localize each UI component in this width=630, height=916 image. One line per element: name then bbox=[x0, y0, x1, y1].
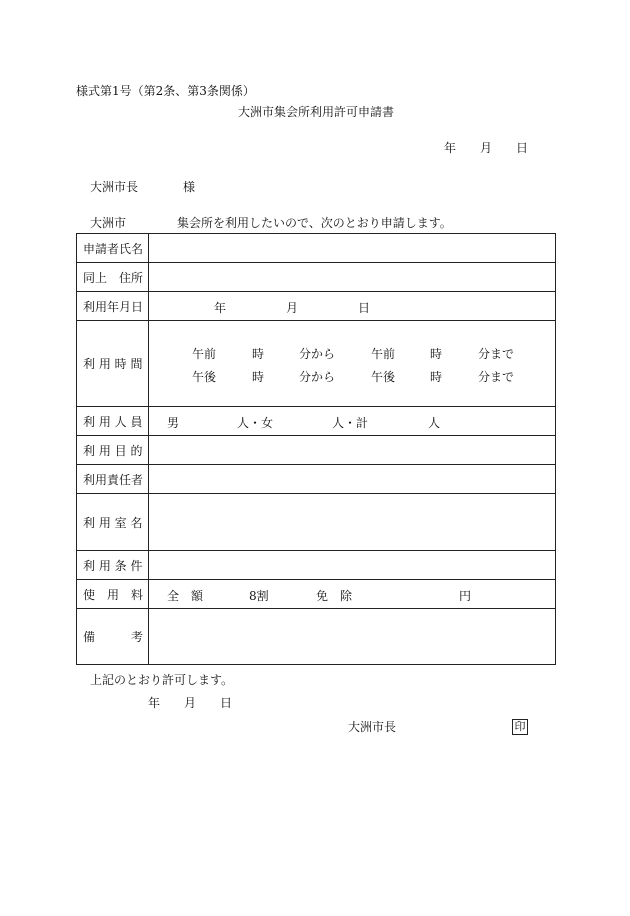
header-date-day: 日 bbox=[516, 141, 529, 155]
seal-mark bbox=[512, 719, 528, 735]
pm-prefix: 午後 bbox=[192, 370, 217, 384]
use-date-month: 月 bbox=[286, 301, 299, 315]
pm-minute-to: 分まで bbox=[478, 370, 515, 384]
fee-field[interactable] bbox=[149, 580, 556, 609]
remarks-field[interactable] bbox=[149, 609, 556, 665]
row-remarks bbox=[77, 609, 556, 665]
am-hour-2: 時 bbox=[430, 347, 443, 361]
applicant-name-field[interactable] bbox=[149, 234, 556, 263]
use-date-year: 年 bbox=[214, 301, 227, 315]
label-room: 利 用 室 名 bbox=[77, 494, 149, 551]
row-conditions bbox=[77, 551, 556, 580]
label-purpose: 利 用 目 的 bbox=[77, 436, 149, 465]
fee-full-amount: 全 額 bbox=[167, 589, 204, 603]
responsible-field[interactable] bbox=[149, 465, 556, 494]
am-hour: 時 bbox=[252, 347, 265, 361]
attendees-total: 人・計 bbox=[332, 416, 369, 430]
use-time-field[interactable] bbox=[149, 321, 556, 407]
label-address: 同上 住所 bbox=[77, 263, 149, 292]
addressee-name: 大洲市長 bbox=[90, 180, 139, 194]
am-prefix: 午前 bbox=[192, 347, 217, 361]
attendees-male: 男 bbox=[167, 416, 180, 430]
use-date-day: 日 bbox=[358, 301, 371, 315]
fee-eighty-percent: 8割 bbox=[249, 589, 269, 603]
label-responsible: 利用責任者 bbox=[77, 465, 149, 494]
label-attendees: 利 用 人 員 bbox=[77, 407, 149, 436]
label-conditions: 利 用 条 件 bbox=[77, 551, 149, 580]
am-prefix-2: 午前 bbox=[371, 347, 396, 361]
label-use-time: 利 用 時 間 bbox=[77, 321, 149, 407]
row-use-date bbox=[77, 292, 556, 321]
room-field[interactable] bbox=[149, 494, 556, 551]
row-room bbox=[77, 494, 556, 551]
row-address bbox=[77, 263, 556, 292]
fee-yen: 円 bbox=[459, 589, 472, 603]
header-date-month: 月 bbox=[480, 141, 493, 155]
row-responsible bbox=[77, 465, 556, 494]
label-use-date: 利用年月日 bbox=[77, 292, 149, 321]
label-remarks: 備 考 bbox=[77, 609, 149, 665]
pm-minute-from: 分から bbox=[299, 370, 336, 384]
pm-prefix-2: 午後 bbox=[371, 370, 396, 384]
form-number: 様式第1号（第2条、第3条関係） bbox=[76, 84, 255, 98]
row-purpose bbox=[77, 436, 556, 465]
purpose-field[interactable] bbox=[149, 436, 556, 465]
row-attendees bbox=[77, 407, 556, 436]
row-applicant-name bbox=[77, 234, 556, 263]
row-fee bbox=[77, 580, 556, 609]
approval-date-month: 月 bbox=[184, 696, 197, 710]
intro-city: 大洲市 bbox=[90, 216, 127, 230]
intro-text: 集会所を利用したいので、次のとおり申請します。 bbox=[177, 216, 452, 230]
attendees-field[interactable] bbox=[149, 407, 556, 436]
pm-hour-2: 時 bbox=[430, 370, 443, 384]
am-minute-to: 分まで bbox=[478, 347, 515, 361]
am-minute-from: 分から bbox=[299, 347, 336, 361]
label-fee: 使 用 料 bbox=[77, 580, 149, 609]
seal-stamp-icon: 印 bbox=[512, 719, 528, 735]
row-use-time bbox=[77, 321, 556, 407]
pm-hour: 時 bbox=[252, 370, 265, 384]
attendees-female: 人・女 bbox=[237, 416, 274, 430]
fee-exempt: 免 除 bbox=[316, 589, 353, 603]
address-field[interactable] bbox=[149, 263, 556, 292]
document-title: 大洲市集会所利用許可申請書 bbox=[238, 105, 395, 119]
application-table bbox=[76, 233, 556, 665]
label-applicant-name: 申請者氏名 bbox=[77, 234, 149, 263]
conditions-field[interactable] bbox=[149, 551, 556, 580]
header-date-year: 年 bbox=[444, 141, 457, 155]
approval-date-year: 年 bbox=[148, 696, 161, 710]
approval-signatory: 大洲市長 bbox=[348, 720, 397, 734]
approval-date-day: 日 bbox=[220, 696, 233, 710]
attendees-unit: 人 bbox=[428, 416, 441, 430]
addressee-honorific: 様 bbox=[183, 180, 196, 194]
approval-text: 上記のとおり許可します。 bbox=[90, 673, 234, 687]
use-date-field[interactable] bbox=[149, 292, 556, 321]
